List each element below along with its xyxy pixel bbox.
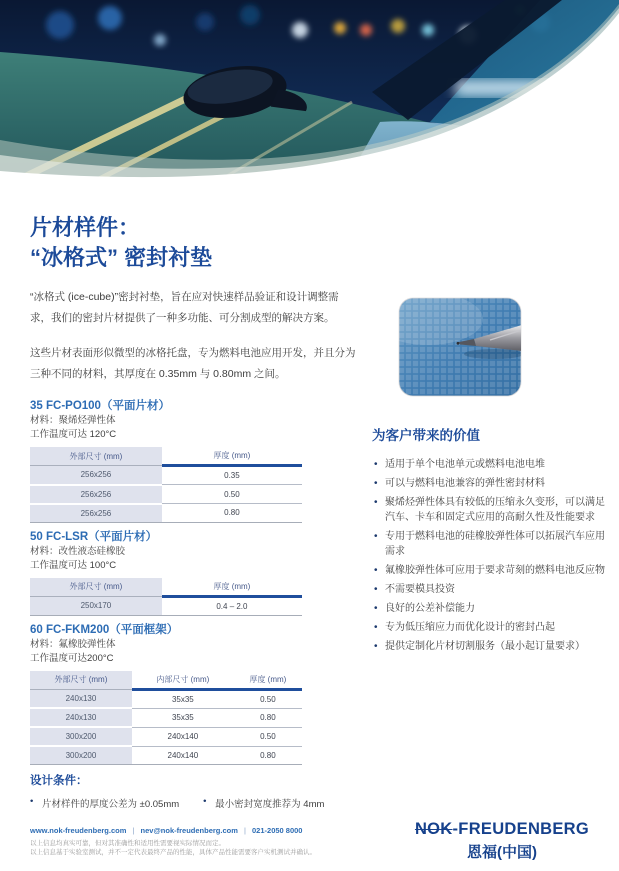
disclaimer-line2: 以上信息基于实验室测试，并不一定代表最终产品的性能，具体产品性能需要客户实机测试并确认。: [30, 848, 316, 856]
table-cell: 240x140: [132, 727, 234, 746]
column-header: 厚度 (mm): [162, 447, 302, 466]
dimensions-table: [30, 671, 302, 766]
table-cell: 256x256: [30, 485, 162, 504]
table-cell: 300x200: [30, 727, 132, 746]
table-row: [30, 708, 302, 727]
table-cell: 240x130: [30, 689, 132, 708]
list-item: • 专为低压缩应力而优化设计的密封凸起: [372, 620, 608, 635]
column-header: 厚度 (mm): [234, 671, 302, 690]
email-link[interactable]: nev@nok-freudenberg.com: [140, 826, 238, 835]
table-cell: 300x200: [30, 746, 132, 765]
table-row: [30, 504, 302, 523]
column-header: 内部尺寸 (mm): [132, 671, 234, 690]
disclaimer-line1: 以上信息均真实可靠，但对其准确性和适用性需要视实际情况而定。: [30, 840, 225, 847]
table-cell: 256x256: [30, 504, 162, 523]
list-item: • 不需要模具投资: [372, 582, 608, 597]
contact-line: [30, 826, 356, 835]
product-temperature: 工作温度可达200°C: [30, 652, 114, 664]
table-cell: 0.80: [234, 746, 302, 765]
separator: |: [243, 826, 246, 835]
brand-wordmark: [402, 820, 602, 839]
table-cell: 0.80: [162, 504, 302, 523]
list-item: • 氟橡胶弹性体可应用于要求苛刻的燃料电池反应物: [372, 563, 608, 578]
separator: |: [132, 826, 135, 835]
dimensions-table: [30, 447, 302, 523]
page-title: [30, 213, 356, 273]
product-heading: 35 FC-PO100（平面片材）: [30, 400, 170, 412]
disclaimer: [30, 840, 356, 857]
list-item: • 可以与燃料电池兼容的弹性密封材料: [372, 476, 608, 491]
table-row: [30, 746, 302, 765]
table-cell: 0.80: [234, 708, 302, 727]
dimensions-table: [30, 578, 302, 616]
table-row: [30, 727, 302, 746]
table-cell: 0.50: [162, 485, 302, 504]
list-item: • 片材样件的厚度公差为 ±0.05mm: [30, 796, 179, 810]
website-link[interactable]: www.nok-freudenberg.com: [30, 826, 127, 835]
table-cell: 35x35: [132, 708, 234, 727]
table-cell: 0.4 – 2.0: [162, 596, 302, 615]
design-conditions: [30, 772, 356, 812]
ice-cube-sheet-photo: [398, 297, 522, 397]
brand-freudenberg: -FREUDENBERG: [452, 820, 590, 838]
product-material: 材料：氟橡胶弹性体: [30, 638, 116, 650]
list-item: • 专用于燃料电池的硅橡胶弹性体可以拓展汽车应用需求: [372, 529, 608, 559]
product-section-fc-fkm200: [30, 623, 356, 766]
list-item: • 聚烯烃弹性体具有较低的压缩永久变形，可以满足汽车、卡车和固定式应用的高耐久性及性能要求: [372, 495, 608, 525]
intro-paragraph-1: “冰格式 (ice-cube)”密封衬垫，旨在应对快速样品验证和设计调整需求，我们的密封片材提供了一种多功能、可分割成型的解决方案。: [30, 291, 339, 324]
column-header: 外部尺寸 (mm): [30, 447, 162, 466]
column-header: 厚度 (mm): [162, 578, 302, 597]
customer-value-list: [372, 457, 608, 654]
page-title-line1: 片材样件：: [30, 215, 141, 240]
product-material: 材料：聚烯烃弹性体: [30, 415, 116, 426]
phone-number: 021-2050 8000: [252, 826, 303, 835]
product-temperature: 工作温度可达 120°C: [30, 429, 117, 440]
table-row: [30, 689, 302, 708]
intro-paragraph-2: 这些片材表面形似微型的冰格托盘，专为燃料电池应用开发，并且分为三种不同的材料，其厚度在 0.35mm 与 0.80mm 之间。: [30, 347, 356, 380]
table-cell: 240x140: [132, 746, 234, 765]
company-name-cn: 恩福(中国): [467, 844, 537, 861]
brand-nok: NOK: [414, 820, 453, 838]
product-temperature: 工作温度可达 100°C: [30, 559, 117, 571]
sidebar: [372, 293, 608, 658]
list-item: • 适用于单个电池单元或燃料电池电堆: [372, 457, 608, 472]
table-cell: 0.50: [234, 689, 302, 708]
column-header: 外部尺寸 (mm): [30, 671, 132, 690]
table-cell: 0.50: [234, 727, 302, 746]
main-content: [30, 213, 356, 857]
night-driving-photo: [0, 0, 619, 200]
table-cell: 256x256: [30, 466, 162, 485]
customer-value-heading: 为客户带来的价值: [372, 428, 480, 443]
company-logo: [402, 820, 602, 862]
intro-paragraphs: [30, 287, 356, 385]
product-heading: 60 FC-FKM200（平面框架）: [30, 623, 179, 636]
product-heading: 50 FC-LSR（平面片材）: [30, 530, 158, 543]
list-item: • 提供定制化片材切割服务（最小起订量要求）: [372, 639, 608, 654]
customer-value-section: [372, 427, 608, 654]
design-conditions-list: [30, 794, 356, 812]
list-item: • 良好的公差补偿能力: [372, 601, 608, 616]
table-cell: 35x35: [132, 689, 234, 708]
table-cell: 250x170: [30, 596, 162, 615]
column-header: 外部尺寸 (mm): [30, 578, 162, 597]
product-section-fc-lsr: [30, 530, 356, 616]
table-row: [30, 485, 302, 504]
list-item: • 最小密封宽度推荐为 4mm: [203, 796, 324, 810]
table-cell: 240x130: [30, 708, 132, 727]
header-photo: [0, 0, 619, 200]
design-conditions-heading: 设计条件：: [30, 775, 88, 787]
product-section-fc-po100: [30, 399, 356, 523]
table-row: [30, 596, 302, 615]
page-title-line2: “冰格式” 密封衬垫: [30, 245, 213, 270]
table-row: [30, 466, 302, 485]
table-cell: 0.35: [162, 466, 302, 485]
product-material: 材料：改性液态硅橡胶: [30, 545, 126, 557]
